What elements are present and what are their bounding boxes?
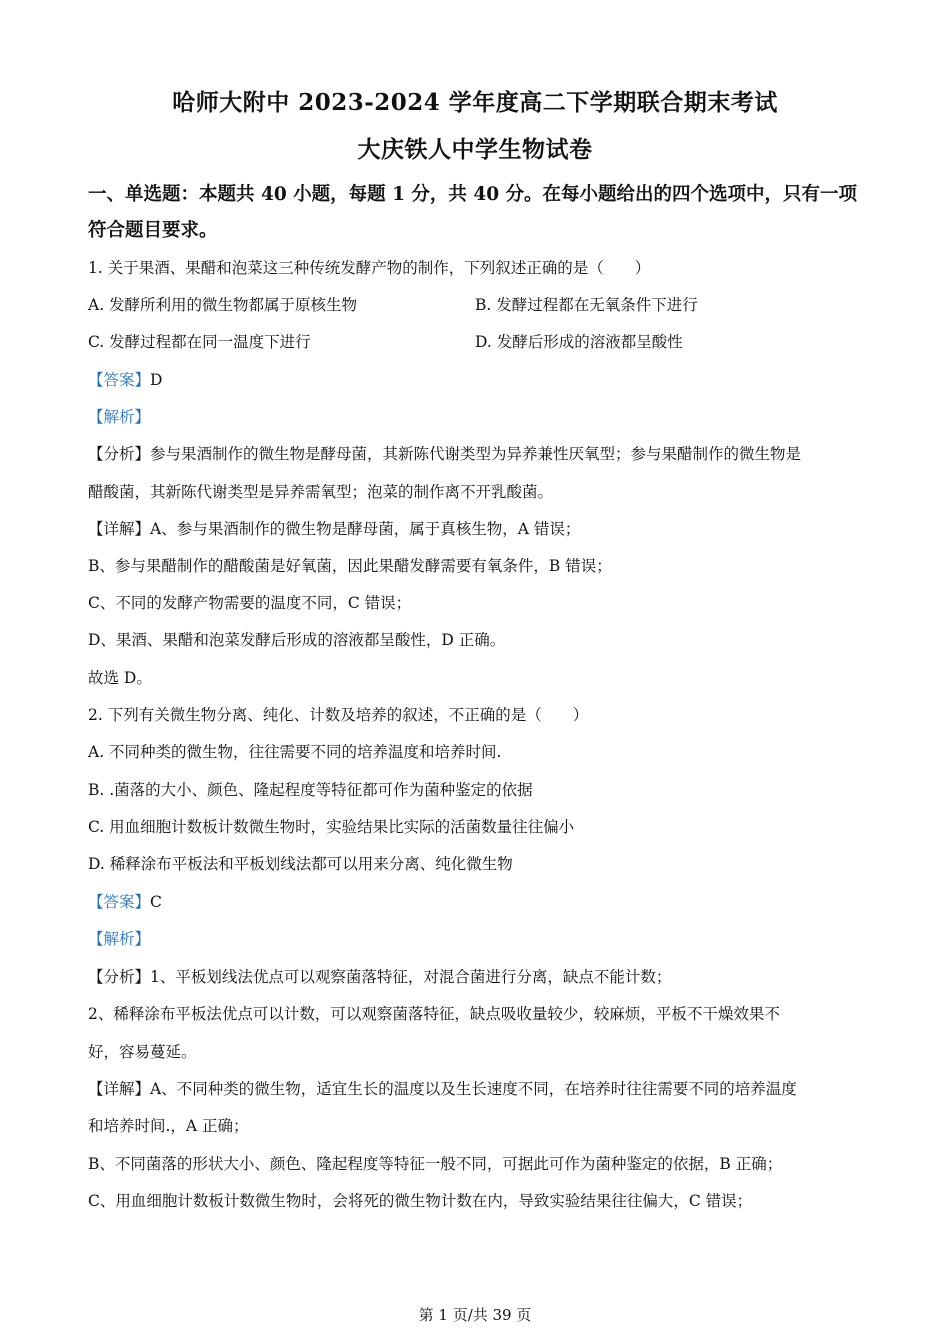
q2-analysis-line3: 好，容易蔓延。 [88,1043,197,1061]
q2-detail-tag: 【详解】 [88,1080,151,1098]
q1-answer-tag: 【答案】 [88,371,151,389]
q2-option-b: B. .菌落的大小、颜色、隆起程度等特征都可作为菌种鉴定的依据 [88,781,533,799]
q2-option-a: A. 不同种类的微生物，往往需要不同的培养温度和培养时间. [88,743,502,761]
q1-analysis-line1 [88,442,801,464]
q2-detail-b: B、不同菌落的形状大小、颜色、隆起程度等特征一般不同，可据此可作为菌种鉴定的依据，B 正确； [88,1155,783,1173]
q2-detail-c: C、用血细胞计数板计数微生物时，会将死的微生物计数在内，导致实验结果往往偏大，C 错误； [88,1192,753,1210]
q2-answer-tag: 【答案】 [88,893,151,911]
q2-answer [88,890,162,912]
q1-analysis-tag: 【分析】 [88,445,151,463]
q1-conclusion: 故选 D。 [88,669,152,687]
q1-detail-a-text: A、参与果酒制作的微生物是酵母菌，属于真核生物，A 错误； [150,520,581,538]
q1-option-b: B. 发酵过程都在无氧条件下进行 [475,296,698,314]
q1-stem: 1. 关于果酒、果醋和泡菜这三种传统发酵产物的制作，下列叙述正确的是（ ） [88,259,651,277]
exam-title-line2: 大庆铁人中学生物试卷 [357,136,593,163]
q2-answer-value: C [150,893,162,911]
q1-detail-b: B、参与果醋制作的醋酸菌是好氧菌，因此果醋发酵需要有氧条件，B 错误； [88,557,612,575]
q1-detail-c: C、不同的发酵产物需要的温度不同，C 错误； [88,594,412,612]
q2-analysis-line2: 2、稀释涂布平板法优点可以计数，可以观察菌落特征，缺点吸收量较少，较麻烦，平板不干燥效果不 [88,1005,780,1023]
exam-title-line1: 哈师大附中 2023-2024 学年度高二下学期联合期末考试 [172,89,778,116]
q2-detail-a-text: A、不同种类的微生物，适宜生长的温度以及生长速度不同，在培养时往往需要不同的培养温度 [150,1080,797,1098]
q1-answer-value: D [150,371,163,389]
q2-stem: 2. 下列有关微生物分离、纯化、计数及培养的叙述，不正确的是（ ） [88,706,589,724]
page-footer: 第 1 页/共 39 页 [418,1306,532,1324]
q1-option-c: C. 发酵过程都在同一温度下进行 [88,333,311,351]
q1-option-d: D. 发酵后形成的溶液都呈酸性 [475,333,683,351]
q1-detail-d: D、果酒、果醋和泡菜发酵后形成的溶液都呈酸性，D 正确。 [88,631,506,649]
q2-jiexi-tag: 【解析】 [88,930,151,948]
q2-option-c: C. 用血细胞计数板计数微生物时，实验结果比实际的活菌数量往往偏小 [88,818,575,836]
q2-analysis-tag: 【分析】 [88,968,151,986]
q2-detail-a-line2: 和培养时间.，A 正确； [88,1117,249,1135]
q1-jiexi-tag: 【解析】 [88,408,151,426]
q2-detail-a-line1 [88,1077,797,1099]
q1-detail-tag: 【详解】 [88,520,151,538]
q1-option-a: A. 发酵所利用的微生物都属于原核生物 [88,296,358,314]
q2-option-d: D. 稀释涂布平板法和平板划线法都可以用来分离、纯化微生物 [88,855,513,873]
q1-analysis-text1: 参与果酒制作的微生物是酵母菌，其新陈代谢类型为异养兼性厌氧型；参与果醋制作的微生物是 [150,445,802,463]
q1-detail-a [88,517,580,539]
q2-analysis-line1 [88,965,671,987]
section-heading-line2: 符合题目要求。 [88,220,218,241]
section-heading-line1: 一、单选题：本题共 40 小题，每题 1 分，共 40 分。在每小题给出的四个选项中，只有一项 [88,184,858,205]
q2-analysis-text1: 1、平板划线法优点可以观察菌落特征，对混合菌进行分离，缺点不能计数； [150,968,672,986]
q1-answer [88,368,162,390]
q1-analysis-line2: 醋酸菌，其新陈代谢类型是异养需氧型；泡菜的制作离不开乳酸菌。 [88,483,554,501]
